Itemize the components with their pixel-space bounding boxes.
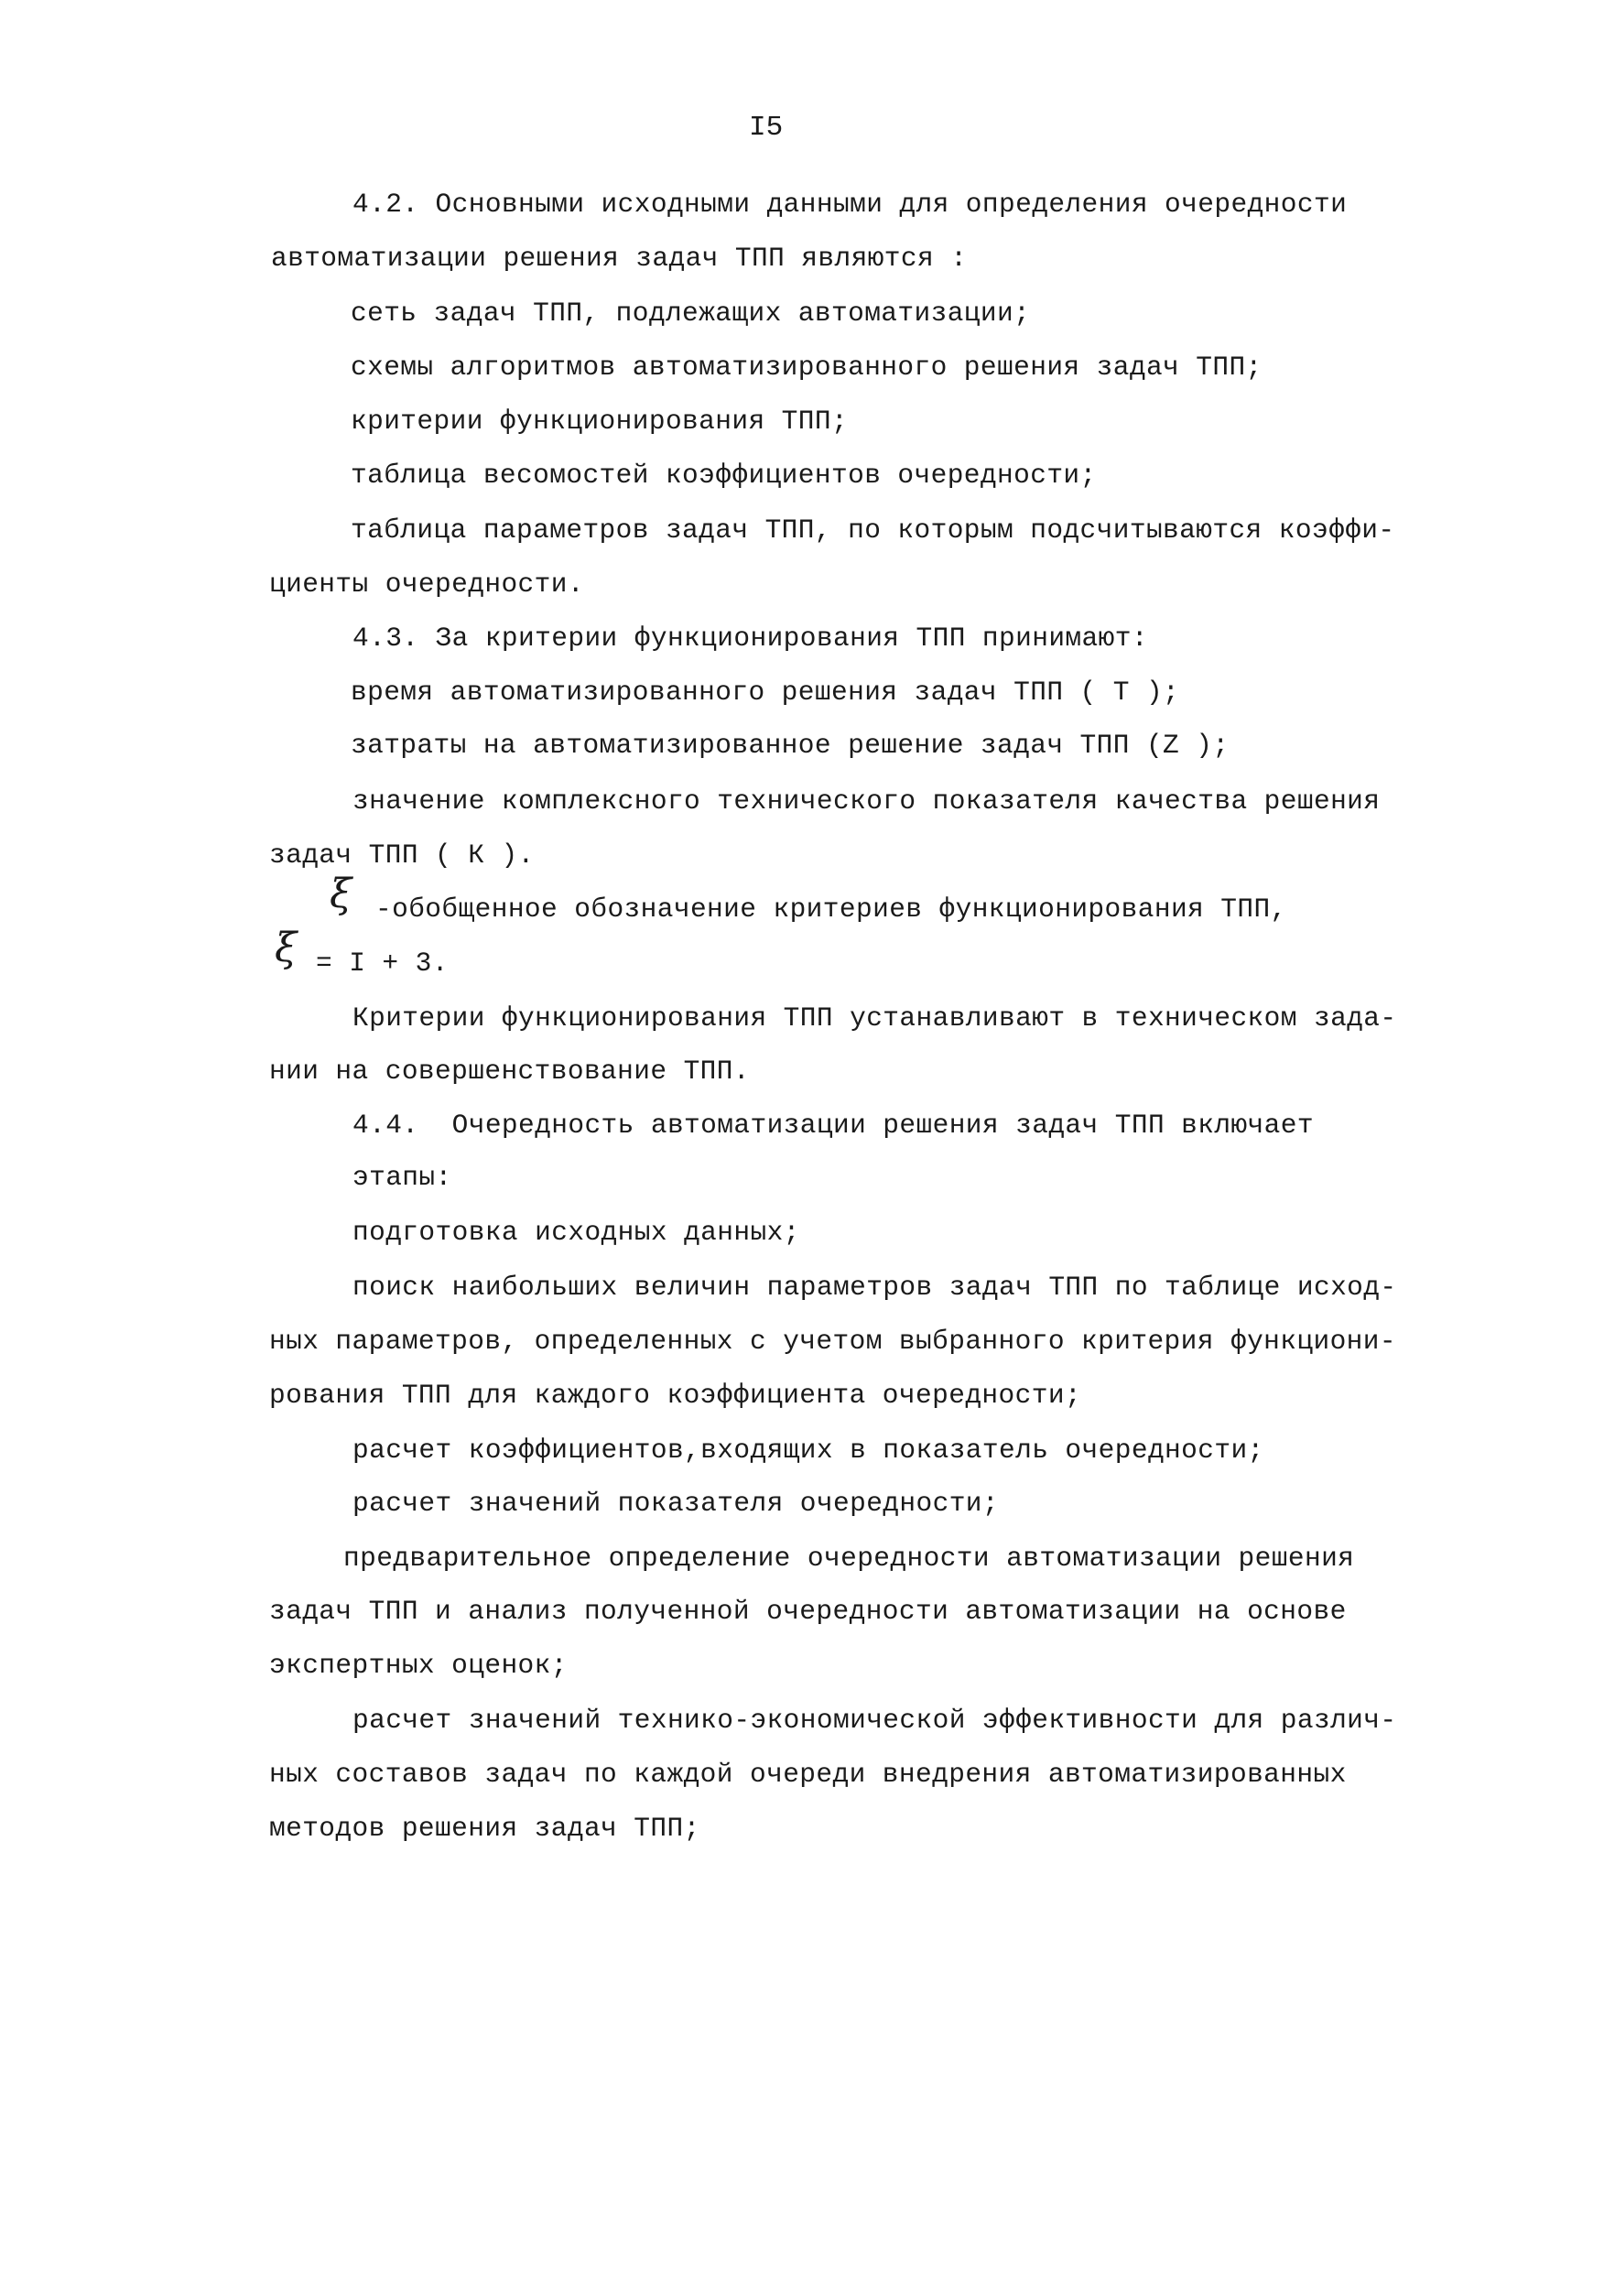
text-line: задач ТПП и анализ полученной очередности автоматизации на основе [269, 1596, 1347, 1627]
text-line: рования ТПП для каждого коэффициента очередности; [269, 1380, 1082, 1411]
text-line: ных составов задач по каждой очереди внедрения автоматизированных [269, 1759, 1347, 1790]
text-line: затраты на автоматизированное решение задач ТПП (Z ); [351, 730, 1230, 761]
xi-symbol: ξ [275, 925, 298, 971]
text-line: таблица весомостей коэффициентов очередности; [351, 460, 1097, 491]
text-line: задач ТПП ( К ). [269, 839, 535, 871]
text-line: автоматизации решения задач ТПП являются : [271, 243, 968, 274]
text-line: схемы алгоритмов автоматизированного решения задач ТПП; [351, 352, 1263, 383]
text-line: Критерии функционирования ТПП устанавливают в техническом зада- [352, 1002, 1397, 1034]
text-line: расчет значений показателя очередности; [352, 1488, 1000, 1519]
text-line: нии на совершенствование ТПП. [269, 1056, 750, 1087]
text-line: экспертных оценок; [269, 1650, 568, 1681]
text-line: = I + 3. [316, 948, 449, 979]
text-line: таблица параметров задач ТПП, по которым подсчитываются коэффи- [351, 514, 1395, 546]
text-line: 4.4. Очередность автоматизации решения задач ТПП включает [352, 1110, 1314, 1141]
text-line: -обобщенное обозначение критериев функционирования ТПП, [375, 893, 1287, 925]
xi-symbol: ξ [330, 871, 352, 917]
text-line: сеть задач ТПП, подлежащих автоматизации; [351, 298, 1031, 329]
text-line: предварительное определение очередности автоматизации решения [343, 1543, 1355, 1574]
text-line: время автоматизированного решения задач ТПП ( T ); [351, 677, 1180, 708]
text-line: циенты очередности. [269, 569, 584, 600]
text-line: подготовка исходных данных; [352, 1217, 800, 1248]
text-line: расчет коэффициентов,входящих в показатель очередности; [352, 1435, 1264, 1466]
text-line: 4.3. За критерии функционирования ТПП принимают: [352, 623, 1148, 654]
text-line: поиск наибольших величин параметров задач ТПП по таблице исход- [352, 1272, 1397, 1303]
text-line: этапы: [352, 1162, 452, 1193]
text-line: 4.2. Основными исходными данными для определения очередности [352, 189, 1348, 220]
text-line: методов решения задач ТПП; [269, 1813, 700, 1844]
text-line: значение комплексного технического показателя качества решения [352, 785, 1381, 817]
text-line: расчет значений технико-экономической эффективности для различ- [352, 1705, 1397, 1736]
text-line: критерии функционирования ТПП; [351, 406, 849, 437]
page-number: I5 [749, 112, 784, 144]
text-line: ных параметров, определенных с учетом выбранного критерия функциони- [269, 1326, 1396, 1357]
